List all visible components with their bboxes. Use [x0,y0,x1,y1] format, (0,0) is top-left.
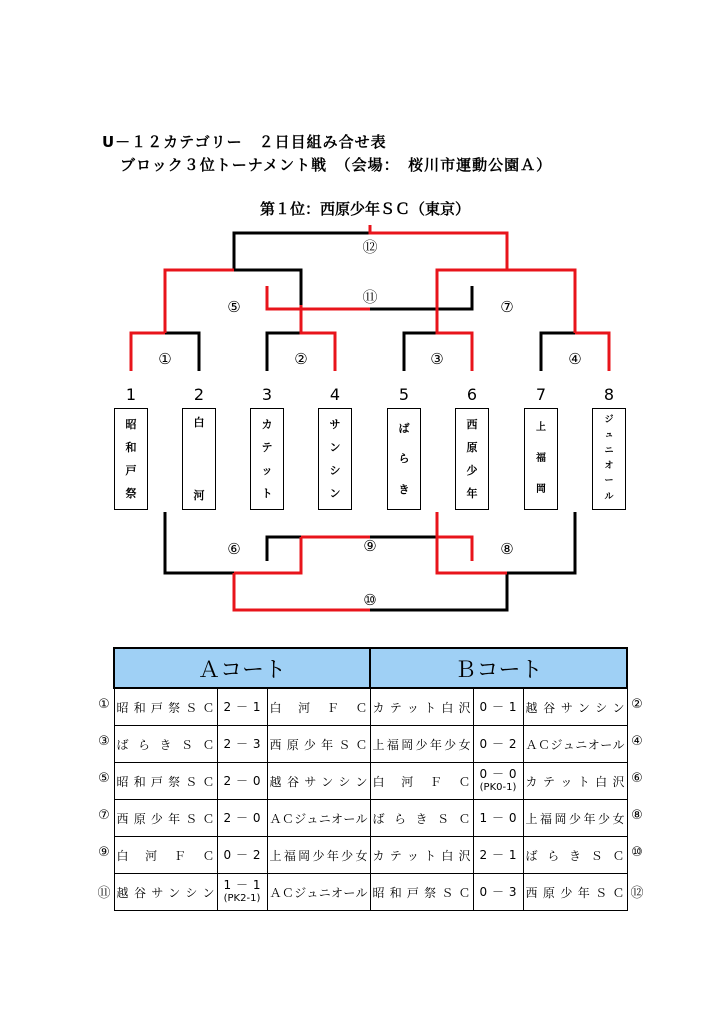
a-score-dash: － [235,810,248,825]
b-score [473,837,523,874]
a-score-s2: 1 [252,878,261,892]
a-score [217,763,267,800]
row-match-number-right: ② [631,697,643,712]
match-label-8: ⑧ [500,540,514,558]
court-b-team-2: 西原少年ＳＣ [523,874,627,911]
b-score-s1: 0 [479,884,488,899]
b-score-s1: 2 [479,847,488,862]
court-b-team-1: カテット白沢 [370,837,473,874]
title-line-1: U－１２カテゴリー ２日目組み合せ表 [102,133,387,151]
a-score [217,800,267,837]
b-score-s1: 1 [479,810,488,825]
a-score-dash: － [235,736,248,751]
result-row [114,688,627,726]
match-label-1: ① [158,350,172,368]
row-match-number-right: ⑫ [630,886,644,901]
match-label-3: ③ [430,350,444,368]
b-score-s2: 0 [508,767,517,781]
a-score-s1: 2 [223,773,232,788]
line-m10-right [370,573,507,610]
result-row [114,874,627,911]
team-box-8: ジ ュ ニ オ ー ル [592,408,626,510]
winner-label: 第１位：西原少年ＳＣ（東京） [260,200,471,218]
a-score [217,874,267,911]
seed-8: 8 [603,385,615,404]
court-a-team-1: ばらきＳＣ [114,726,217,763]
team-box-5: ば ら き [387,408,421,510]
a-score [217,726,267,763]
court-b-team-2: 上福岡少年少女 [523,800,627,837]
red-m11-left [267,286,370,309]
row-match-number-left: ⑪ [97,886,111,901]
team-box-4: サ ン シ ン [318,408,352,510]
match-label-12: ⑫ [362,238,378,256]
court-a-team-1: 昭和戸祭ＳＣ [114,763,217,800]
a-score-dash: － [235,847,248,862]
court-a-header: Ａコート [114,648,370,688]
match-label-4: ④ [568,350,582,368]
seed-4: 4 [329,385,341,404]
result-row [114,763,627,800]
row-match-number-left: ⑨ [98,845,110,860]
row-match-number-right: ④ [631,734,643,749]
match-label-11: ⑪ [362,288,378,306]
row-match-number-left: ① [98,697,110,712]
b-score [473,874,523,911]
a-score-s2: 1 [252,699,261,714]
seed-2: 2 [193,385,205,404]
court-a-team-2: 白河ＦＣ [267,688,370,726]
a-score-s1: 2 [223,810,232,825]
court-a-team-2: 西原少年ＳＣ [267,726,370,763]
row-match-number-left: ③ [98,734,110,749]
b-pk-score: (PK0-1) [479,782,517,793]
court-a-team-1: 西原少年ＳＣ [114,800,217,837]
a-score-dash: － [235,699,248,714]
row-match-number-left: ⑤ [98,771,110,786]
a-score-s2: 0 [252,773,261,788]
red-m10-left [234,573,370,610]
title-line-2: ブロック３位トーナメント戦 （会場： 桜川市運動公園Ａ） [120,156,553,174]
b-score-s2: 1 [508,699,517,714]
court-b-team-2: カテット白沢 [523,763,627,800]
row-match-number-right: ⑥ [631,771,643,786]
a-score-s2: 0 [252,810,261,825]
court-b-header: Ｂコート [370,648,627,688]
court-b-team-1: 白河ＦＣ [370,763,473,800]
team-box-2: 白 河 [182,408,216,510]
seed-7: 7 [535,385,547,404]
b-score-dash: － [492,810,505,825]
red-final [370,225,507,270]
b-score-s2: 1 [508,847,517,862]
court-a-team-2: ＡＣジュニオール [267,874,370,911]
match-label-7: ⑦ [500,298,514,316]
results-table [113,647,628,911]
seed-1: 1 [125,385,137,404]
b-score [473,688,523,726]
a-score [217,837,267,874]
team-box-1: 昭 和 戸 祭 [114,408,148,510]
team-box-3: カ テ ッ ト [250,408,284,510]
red-m9-r2 [437,537,472,561]
row-match-number-left: ⑦ [98,808,110,823]
result-row [114,726,627,763]
match-label-6: ⑥ [227,540,241,558]
a-score-s1: 0 [223,847,232,862]
seed-6: 6 [466,385,478,404]
match-label-9: ⑨ [363,537,377,555]
a-pk-score: (PK2-1) [223,893,261,904]
seed-3: 3 [261,385,273,404]
match-label-2: ② [294,350,308,368]
a-score-dash: － [235,878,248,892]
b-score-dash: － [492,699,505,714]
court-b-team-1: 上福岡少年少女 [370,726,473,763]
b-score-s2: 0 [508,810,517,825]
match-label-5: ⑤ [227,298,241,316]
b-score [473,800,523,837]
line-m9-left [267,537,301,561]
a-score-dash: － [235,773,248,788]
match-label-10: ⑩ [363,591,377,609]
b-score [473,726,523,763]
line-m12-left [234,233,370,270]
court-a-team-2: 越谷サンシン [267,763,370,800]
b-score-s2: 2 [508,736,517,751]
court-a-team-2: 上福岡少年少女 [267,837,370,874]
b-score-dash: － [492,847,505,862]
result-row [114,800,627,837]
court-a-team-1: 昭和戸祭ＳＣ [114,688,217,726]
court-a-team-2: ＡＣジュニオール [267,800,370,837]
a-score [217,688,267,726]
a-score-s2: 2 [252,847,261,862]
b-score-dash: － [492,884,505,899]
court-b-team-1: 昭和戸祭ＳＣ [370,874,473,911]
team-box-7: 上 福 岡 [524,408,558,510]
court-a-team-1: 越谷サンシン [114,874,217,911]
court-a-team-1: 白河ＦＣ [114,837,217,874]
court-b-team-2: ばらきＳＣ [523,837,627,874]
b-score-s1: 0 [479,767,488,781]
court-b-team-1: ばらきＳＣ [370,800,473,837]
b-score [473,763,523,800]
a-score-s1: 2 [223,736,232,751]
result-row [114,837,627,874]
court-b-team-1: カテット白沢 [370,688,473,726]
b-score-dash: － [492,767,505,781]
a-score-s1: 1 [223,878,232,892]
b-score-s1: 0 [479,699,488,714]
a-score-s2: 3 [252,736,261,751]
row-match-number-right: ⑩ [631,845,643,860]
court-b-team-2: 越谷サンシン [523,688,627,726]
court-b-team-2: ＡＣジュニオール [523,726,627,763]
seed-5: 5 [398,385,410,404]
line-m11-right [370,286,472,309]
row-match-number-right: ⑧ [631,808,643,823]
team-box-6: 西 原 少 年 [455,408,489,510]
b-score-s1: 0 [479,736,488,751]
a-score-s1: 2 [223,699,232,714]
b-score-dash: － [492,736,505,751]
b-score-s2: 3 [508,884,517,899]
